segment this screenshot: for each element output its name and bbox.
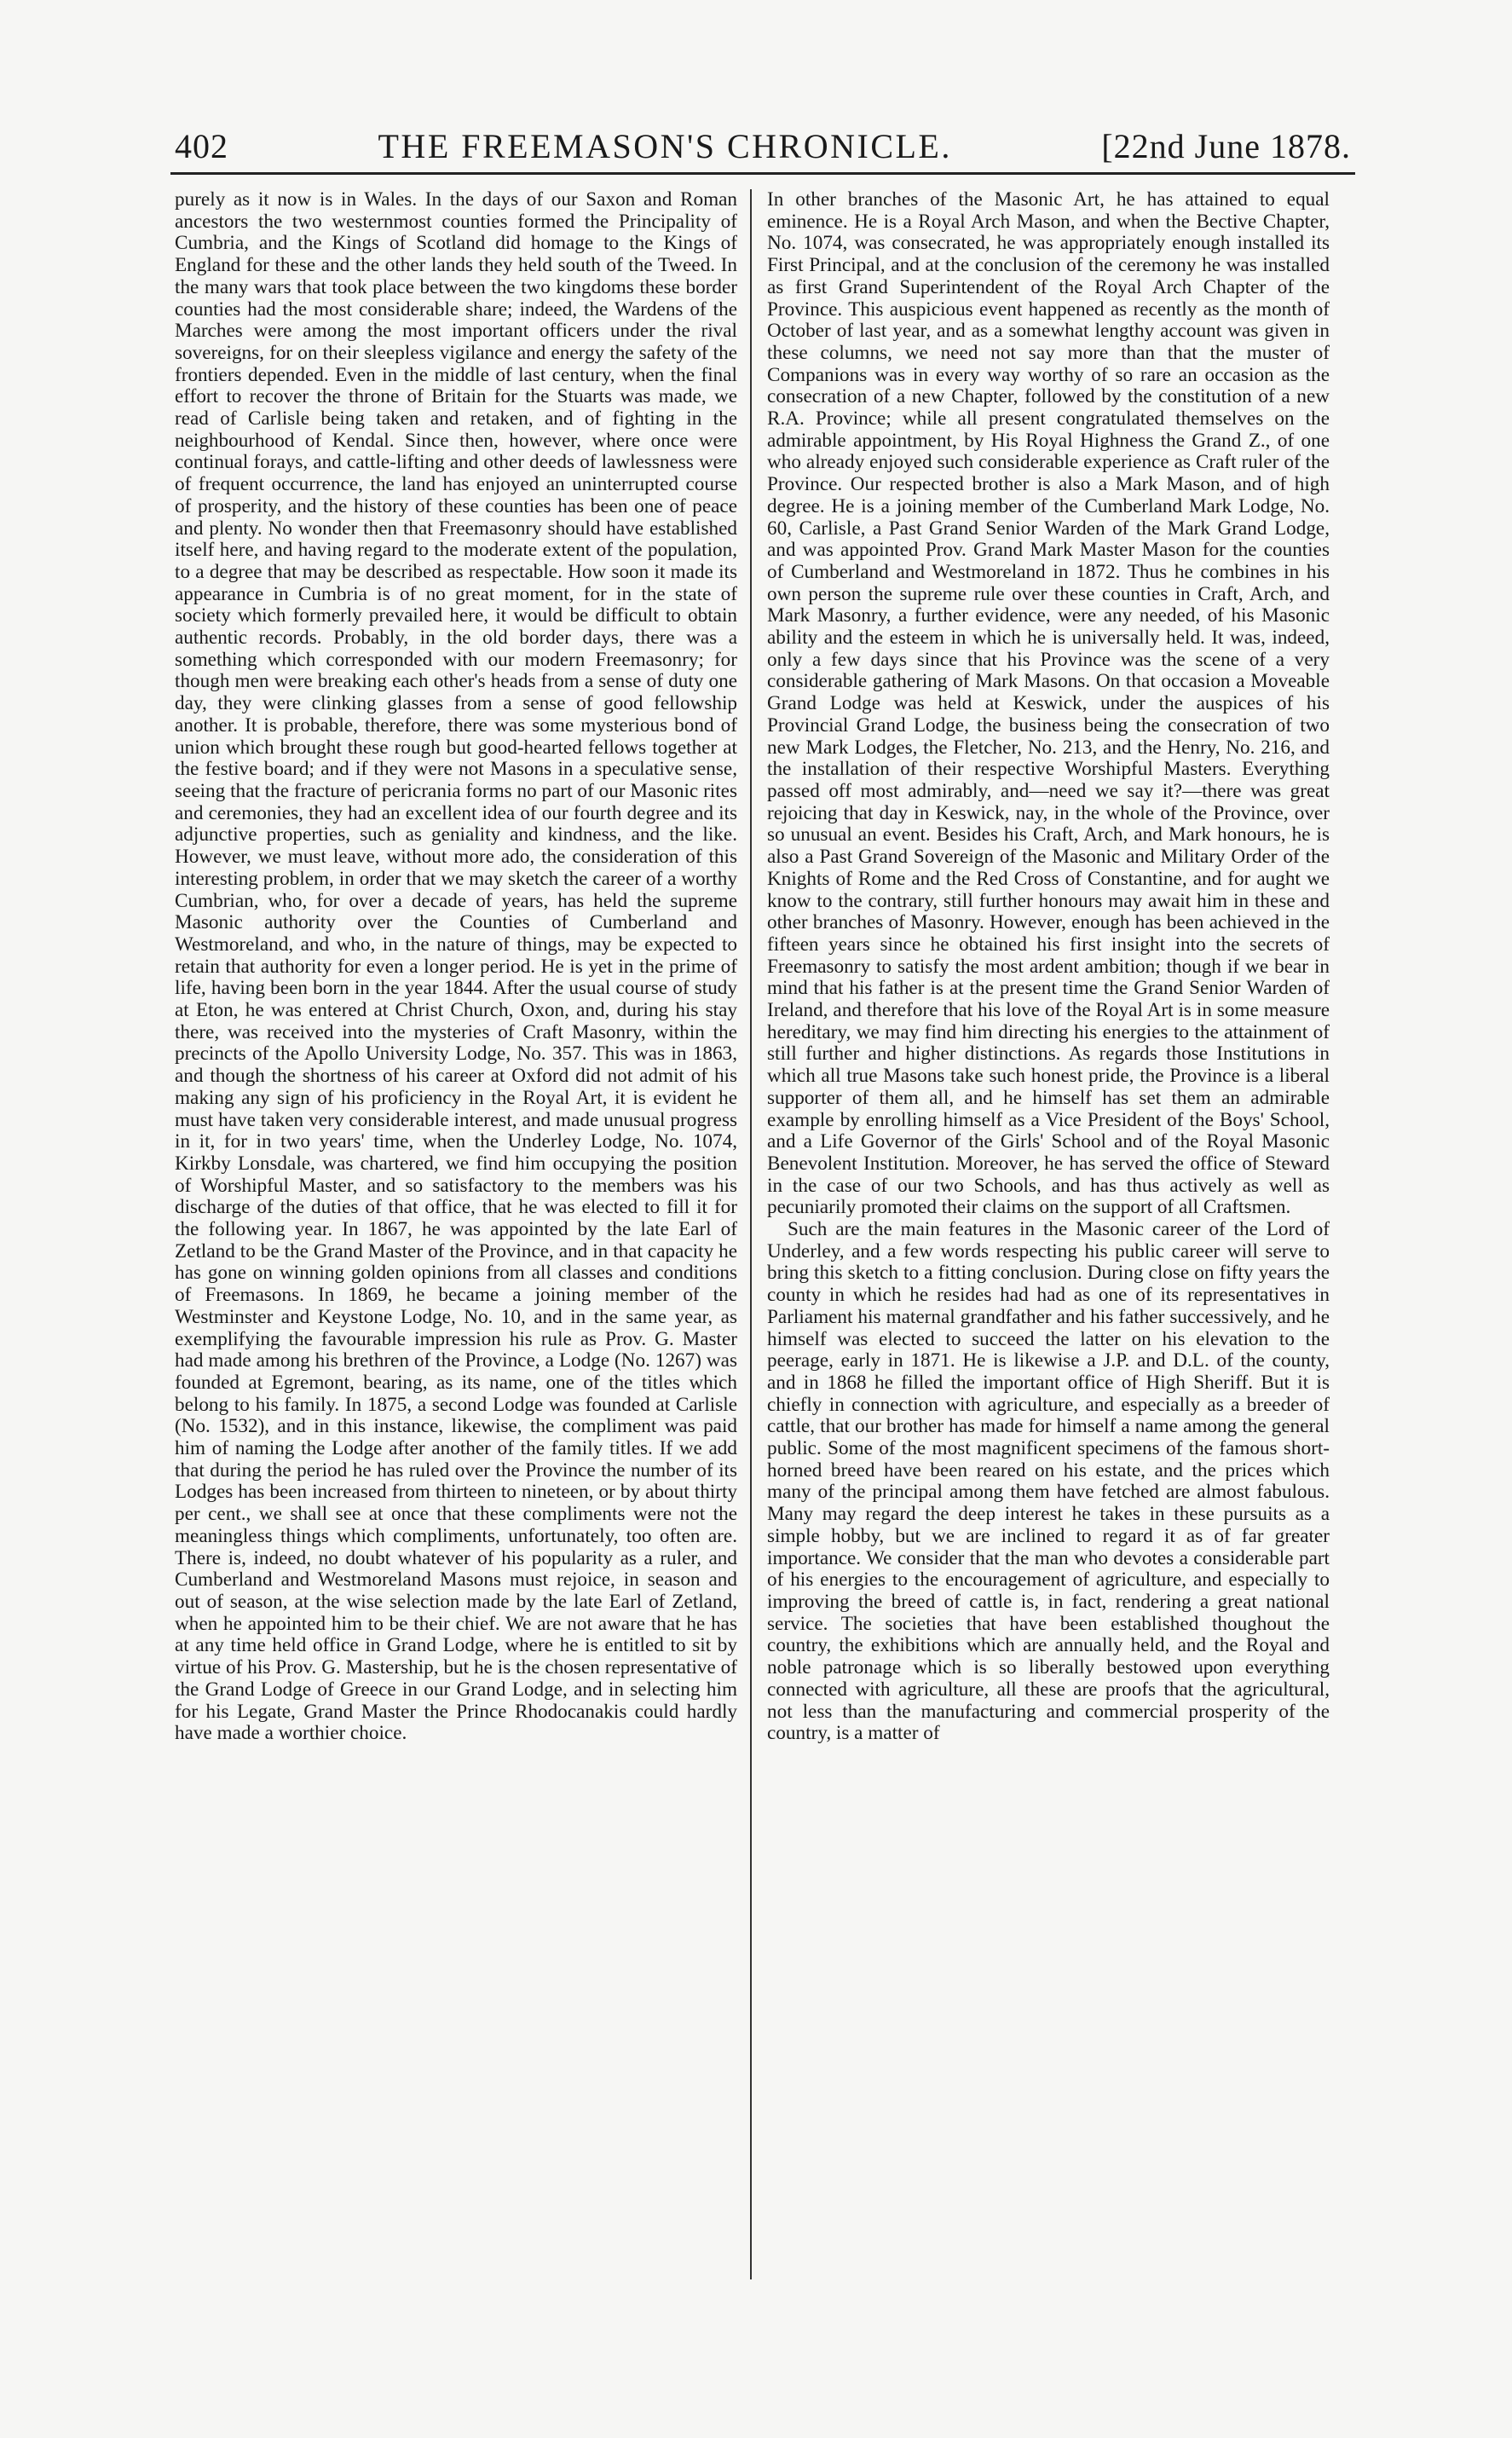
issue-date: [22nd June 1878. xyxy=(1101,127,1351,165)
column-divider xyxy=(750,189,752,2279)
right-column xyxy=(767,189,1330,1745)
right-column-paragraph-2: Such are the main features in the Masonic career of the Lord of Underley, and a few words respecting his public career will serve to bring this sketch to a fitting conclusion. During close on fifty years the county in which he resides had had as one of its representatives in Parliament his maternal grandfather and his father successively, and he himself was elected to succeed the latter on his elevation to the peerage, early in 1871. He is likewise a J.P. and D.L. of the county, and in 1868 he filled the important office of High Sheriff. But it is chiefly in connection with agriculture, and especially as a breeder of cattle, that our brother has made for himself a name among the general public. Some of the most magnificent specimens of the famous short-horned breed have been reared on his estate, and the prices which many of the principal among them have fetched are almost fabulous. Many may regard the deep interest he takes in these pursuits as a simple hobby, but we are inclined to regard it as of far greater importance. We consider that the man who devotes a considerable part of his energies to the encouragement of agriculture, and especially to improving the breed of cattle is, in fact, rendering a great national service. The societies that have been established thoughout the country, the exhibitions which are annually held, and the Royal and noble patronage which is so liberally bestowed upon everything connected with agriculture, all these are proofs that the agricultural, not less than the manufacturing and commercial prosperity of the country, is a matter of xyxy=(767,1218,1330,1745)
publication-title: THE FREEMASON'S CHRONICLE. xyxy=(378,127,952,165)
header-rule xyxy=(170,172,1355,175)
left-column xyxy=(175,189,737,1745)
left-column-paragraph-1: purely as it now is in Wales. In the days of our Saxon and Roman ancestors the two westernmost counties formed the Principality of Cumbria, and the Kings of Scotland did homage to the Kings of England for these and the other lands they held south of the Tweed. In the many wars that took place between the two kingdoms these border counties had the most considerable share; indeed, the Wardens of the Marches were among the most important officers under the rival sovereigns, for on their sleepless vigilance and energy the safety of the frontiers depended. Even in the middle of last century, when the final effort to recover the throne of Britain for the Stuarts was made, we read of Carlisle being taken and retaken, and of fighting in the neighbourhood of Kendal. Since then, however, where once were continual forays, and cattle-lifting and other deeds of lawlessness were of frequent occurrence, the land has enjoyed an uninterrupted course of prosperity, and the history of these counties has been one of peace and plenty. No wonder then that Freemasonry should have established itself here, and having regard to the moderate extent of the population, to a degree that may be described as respectable. How soon it made its appearance in Cumbria is of no great moment, for in the state of society which formerly prevailed here, it would be difficult to obtain authentic records. Probably, in the old border days, there was a something which corresponded with our modern Freemasonry; for though men were breaking each other's heads from a sense of duty one day, they were clinking glasses from a sense of good fellowship another. It is probable, therefore, there was some mysterious bond of union which brought these rough but good-hearted fellows together at the festive board; and if they were not Masons in a speculative sense, seeing that the fracture of pericrania forms no part of our Masonic rites and ceremonies, they had an excellent idea of our fourth degree and its adjunctive properties, such as geniality and kindness, and the like. However, we must leave, without more ado, the consideration of this interesting problem, in order that we may sketch the career of a worthy Cumbrian, who, for over a decade of years, has held the supreme Masonic authority over the Counties of Cumberland and Westmoreland, and who, in the nature of things, may be expected to retain that authority for even a longer period. He is yet in the prime of life, having been born in the year 1844. After the usual course of study at Eton, he was entered at Christ Church, Oxon, and, during his stay there, was received into the mysteries of Craft Masonry, within the precincts of the Apollo University Lodge, No. 357. This was in 1863, and though the shortness of his career at Oxford did not admit of his making any sign of his proficiency in the Royal Art, it is evident he must have taken very considerable interest, and made unusual progress in it, for in two years' time, when the Underley Lodge, No. 1074, Kirkby Lonsdale, was chartered, we find him occupying the position of Worshipful Master, and so satisfactory to the members was his discharge of the duties of that office, that he was elected to fill it for the following year. In 1867, he was appointed by the late Earl of Zetland to be the Grand Master of the Province, and in that capacity he has gone on winning golden opinions from all classes and conditions of Freemasons. In 1869, he became a joining member of the Westminster and Keystone Lodge, No. 10, and in the same year, as exemplifying the favourable impression his rule as Prov. G. Master had made among his brethren of the Province, a Lodge (No. 1267) was founded at Egremont, bearing, as its name, one of the titles which belong to his family. In 1875, a second Lodge was founded at Carlisle (No. 1532), and in this instance, likewise, the compliment was paid him of naming the Lodge after another of the family titles. If we add that during the period he has ruled over the Province the number of its Lodges has been increased from thirteen to nineteen, or by about thirty per cent., we shall see at once that these compliments were not the meaningless things which compliments, unfortunately, too often are. There is, indeed, no doubt whatever of his popularity as a ruler, and Cumberland and Westmoreland Masons must rejoice, in season and out of season, at the wise selection made by the late Earl of Zetland, when he appointed him to be their chief. We are not aware that he has at any time held office in Grand Lodge, where he is entitled to sit by virtue of his Prov. G. Mastership, but he is the chosen representative of the Grand Lodge of Greece in our Grand Lodge, and in selecting him for his Legate, Grand Master the Prince Rhodocanakis could hardly have made a worthier choice. xyxy=(175,188,737,1745)
page-number: 402 xyxy=(175,127,228,165)
page-header xyxy=(175,126,1351,165)
right-column-paragraph-1: In other branches of the Masonic Art, he has attained to equal eminence. He is a Royal Arch Mason, and when the Bective Chapter, No. 1074, was consecrated, he was appropriately enough installed its First Principal, and at the conclusion of the ceremony he was installed as first Grand Superintendent of the Royal Arch Chapter of the Province. This auspicious event happened as recently as the month of October of last year, and as a somewhat lengthy account was given in these columns, we need not say more than that the muster of Companions was in every way worthy of so rare an occasion as the consecration of a new Chapter, followed by the constitution of a new R.A. Province; while all present congratulated themselves on the admirable appointment, by His Royal Highness the Grand Z., of one who already enjoyed such considerable experience as Craft ruler of the Province. Our respected brother is also a Mark Mason, and of high degree. He is a joining member of the Cumberland Mark Lodge, No. 60, Carlisle, a Past Grand Senior Warden of the Mark Grand Lodge, and was appointed Prov. Grand Mark Master Mason for the counties of Cumberland and Westmoreland in 1872. Thus he combines in his own person the supreme rule over these counties in Craft, Arch, and Mark Masonry, a further evidence, were any needed, of his Masonic ability and the esteem in which he is universally held. It was, indeed, only a few days since that his Province was the scene of a very considerable gathering of Mark Masons. On that occasion a Moveable Grand Lodge was held at Keswick, under the auspices of his Provincial Grand Lodge, the business being the consecration of two new Mark Lodges, the Fletcher, No. 213, and the Henry, No. 216, and the installation of their respective Worshipful Masters. Everything passed off most admirably, and—need we say it?—there was great rejoicing that day in Keswick, nay, in the whole of the Province, over so unusual an event. Besides his Craft, Arch, and Mark honours, he is also a Past Grand Sovereign of the Masonic and Military Order of the Knights of Rome and the Red Cross of Constantine, and for aught we know to the contrary, still further honours may await him in these and other branches of Masonry. However, enough has been achieved in the fifteen years since he obtained his first insight into the secrets of Freemasonry to satisfy the most ardent ambition; though if we bear in mind that his father is at the present time the Grand Senior Warden of Ireland, and therefore that his love of the Royal Art is in some measure hereditary, we may find him directing his energies to the attainment of still further and higher distinctions. As regards those Institutions in which all true Masons take such honest pride, the Province is a liberal supporter of them all, and he himself has set them an admirable example by enrolling himself as a Vice President of the Boys' School, and a Life Governor of the Girls' School and of the Royal Masonic Benevolent Institution. Moreover, he has served the office of Steward in the case of our two Schools, and has thus actively as well as pecuniarily promoted their claims on the support of all Craftsmen. xyxy=(767,188,1330,1219)
